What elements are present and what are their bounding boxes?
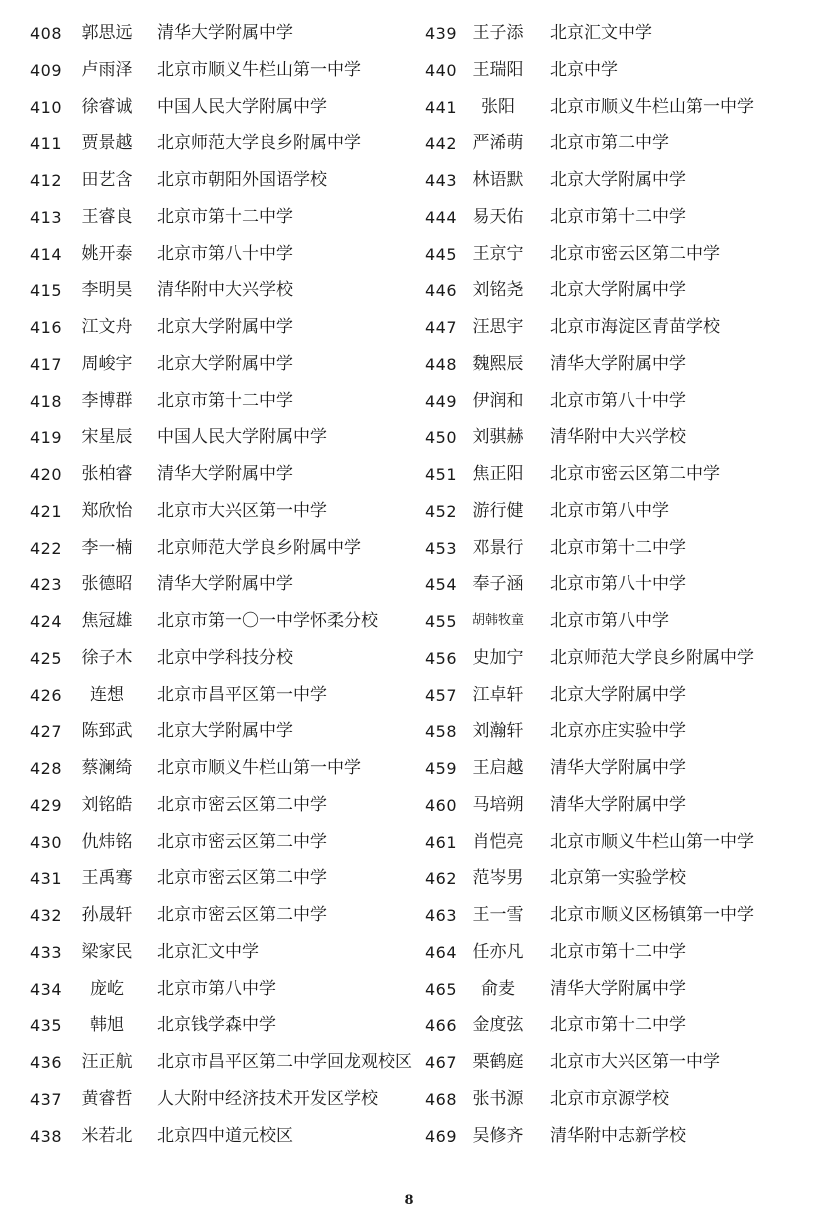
school-name: 清华附中志新学校 [550,1125,686,1146]
entry-number: 414 [30,244,63,264]
list-item [30,635,430,672]
entry-number: 408 [30,24,63,43]
list-item [30,1076,430,1113]
entry-number: 434 [30,979,63,999]
list-item [425,1113,815,1150]
list-item [30,120,430,157]
entry-number: 469 [425,1126,458,1146]
entry-number: 458 [425,722,458,742]
school-name: 北京市密云区第二中学 [157,794,327,815]
entry-number: 432 [30,906,63,925]
entry-number: 417 [30,354,63,374]
student-name: 胡韩牧童 [471,613,524,628]
list-item [425,194,815,231]
list-item [425,304,815,341]
school-name: 北京四中道元校区 [157,1125,293,1146]
school-name: 北京市第十二中学 [157,206,293,227]
student-name: 宋星辰 [81,427,133,448]
student-name: 刘铭皓 [81,794,133,815]
list-item [425,561,815,598]
student-name: 焦冠雄 [81,611,133,631]
list-item [30,745,430,782]
school-name: 北京师范大学良乡附属中学 [157,133,361,154]
list-item [425,341,815,378]
school-name: 北京师范大学良乡附属中学 [550,647,754,668]
list-item [425,966,815,1003]
student-name: 韩旭 [90,1015,124,1036]
entry-number: 443 [425,171,458,190]
entry-number: 416 [30,318,63,337]
school-name: 北京市第十二中学 [550,941,686,962]
school-name: 北京大学附属中学 [157,353,293,374]
school-name: 北京大学附属中学 [550,170,686,190]
student-name: 梁家民 [81,941,133,962]
entry-number: 420 [30,465,63,484]
entry-number: 424 [30,612,63,631]
school-name: 北京汇文中学 [157,941,259,962]
student-name: 易天佑 [472,206,524,227]
list-item [30,47,430,84]
entry-number: 439 [425,24,458,43]
list-item [30,855,430,892]
list-item [30,1002,430,1039]
entry-number: 456 [425,648,458,668]
school-name: 北京市昌平区第二中学回龙观校区 [157,1052,412,1072]
school-name: 北京市昌平区第一中学 [157,684,327,705]
school-name: 北京市大兴区第一中学 [550,1052,720,1072]
school-name: 北京市密云区第二中学 [157,905,327,925]
entry-number: 452 [425,501,458,521]
entry-number: 409 [30,60,63,80]
student-name: 庞屹 [90,978,124,999]
school-name: 清华大学附属中学 [550,353,686,374]
entry-number: 419 [30,428,63,448]
student-name: 李博群 [81,390,133,411]
school-name: 清华大学附属中学 [550,794,686,815]
school-name: 北京市大兴区第一中学 [157,500,327,521]
list-item [30,1039,430,1076]
school-name: 北京师范大学良乡附属中学 [157,537,361,558]
entry-number: 426 [30,685,63,705]
list-item [425,414,815,451]
list-item [425,120,815,157]
list-item [30,378,430,415]
right-column [425,10,815,1149]
list-item [30,708,430,745]
list-item [30,672,430,709]
entry-number: 422 [30,538,63,558]
left-column [30,10,430,1149]
list-item [425,47,815,84]
student-name: 史加宁 [472,647,524,668]
student-name: 徐睿诚 [81,96,133,117]
student-name: 邓景行 [472,537,524,558]
entry-number: 411 [30,134,63,154]
list-item [425,267,815,304]
school-name: 清华大学附属中学 [157,574,293,595]
student-name: 米若北 [81,1125,133,1146]
entry-number: 438 [30,1126,63,1146]
entry-number: 423 [30,575,63,595]
student-name: 李一楠 [81,537,133,558]
entry-number: 451 [425,465,458,484]
school-name: 北京市朝阳外国语学校 [157,170,327,190]
school-name: 北京市第二中学 [550,133,669,154]
school-name: 北京大学附属中学 [550,280,686,301]
entry-number: 425 [30,648,63,668]
entry-number: 449 [425,391,458,411]
list-item [425,708,815,745]
school-name: 北京市顺义牛栏山第一中学 [550,831,754,852]
list-item [30,231,430,268]
student-name: 连想 [90,684,124,705]
list-item [30,561,430,598]
student-name: 贾景越 [81,133,133,154]
list-item [425,855,815,892]
list-item [30,488,430,525]
list-item [425,157,815,194]
student-name: 汪思宇 [472,317,524,337]
entry-number: 444 [425,207,458,227]
school-name: 北京市海淀区青苗学校 [550,317,720,337]
entry-number: 460 [425,795,458,815]
entry-number: 445 [425,244,458,264]
school-name: 北京市密云区第二中学 [550,464,720,484]
student-name: 魏熙辰 [472,353,524,374]
school-name: 北京市京源学校 [550,1088,669,1109]
entry-number: 457 [425,685,458,705]
school-name: 北京市密云区第二中学 [157,831,327,852]
student-name: 张德昭 [81,574,133,595]
list-item [425,1002,815,1039]
list-item [30,598,430,635]
school-name: 北京市顺义牛栏山第一中学 [157,59,361,80]
student-name: 刘骐赫 [472,427,524,448]
entry-number: 455 [425,612,458,631]
student-name: 王子添 [472,23,524,43]
list-item [30,157,430,194]
entry-number: 427 [30,722,63,742]
student-name: 张柏睿 [81,464,133,484]
list-item [425,1076,815,1113]
student-name: 孙晟轩 [81,905,133,925]
student-name: 王睿良 [81,206,133,227]
student-name: 林语默 [472,170,524,190]
entry-number: 429 [30,795,63,815]
entry-number: 468 [425,1089,458,1109]
school-name: 清华大学附属中学 [550,758,686,778]
school-name: 北京市顺义牛栏山第一中学 [157,758,361,778]
entry-number: 464 [425,942,458,962]
school-name: 北京市第八中学 [550,611,669,631]
student-name: 江文舟 [81,317,133,337]
list-item [425,84,815,121]
student-name: 严浠萌 [472,133,524,154]
student-name: 焦正阳 [472,464,524,484]
list-item [425,929,815,966]
student-name: 姚开泰 [81,243,133,264]
school-name: 北京钱学森中学 [157,1015,276,1036]
student-name: 卢雨泽 [81,59,133,80]
school-name: 北京市第一〇一中学怀柔分校 [157,611,378,631]
student-name: 徐子木 [81,647,133,668]
school-name: 北京市密云区第二中学 [550,243,720,264]
school-name: 北京亦庄实验中学 [550,721,686,742]
entry-number: 463 [425,906,458,925]
list-item [425,488,815,525]
school-name: 北京中学 [550,59,618,80]
student-name: 范岑男 [472,868,524,889]
student-name: 黄睿哲 [81,1088,133,1109]
student-name: 俞麦 [481,978,515,999]
list-item [30,451,430,488]
student-name: 张书源 [472,1088,524,1109]
list-item [425,782,815,819]
entry-number: 467 [425,1053,458,1072]
student-name: 奉子涵 [472,574,524,595]
school-name: 北京第一实验学校 [550,868,686,889]
list-item [30,892,430,929]
page-number: 8 [404,1193,414,1208]
entry-number: 448 [425,354,458,374]
entry-number: 441 [425,97,458,117]
school-name: 北京市第八中学 [157,978,276,999]
list-item [30,1113,430,1150]
list-item [30,966,430,1003]
student-name: 郑欣怡 [81,500,133,521]
student-name: 王瑞阳 [472,59,524,80]
student-name: 伊润和 [472,390,524,411]
list-item [30,414,430,451]
school-name: 北京市第八十中学 [550,390,686,411]
student-name: 金度弦 [472,1015,524,1036]
entry-number: 466 [425,1016,458,1036]
entry-number: 436 [30,1053,63,1072]
school-name: 清华大学附属中学 [157,464,293,484]
entry-number: 442 [425,134,458,154]
student-name: 马培朔 [472,794,524,815]
list-item [425,598,815,635]
student-name: 刘瀚轩 [472,721,524,742]
school-name: 清华附中大兴学校 [157,280,293,301]
list-item [30,525,430,562]
student-name: 任亦凡 [472,941,524,962]
student-name: 田艺含 [81,170,133,190]
student-name: 刘铭尧 [472,280,524,301]
school-name: 北京中学科技分校 [157,647,293,668]
list-item [30,929,430,966]
school-name: 北京市顺义牛栏山第一中学 [550,96,754,117]
list-item [30,341,430,378]
entry-number: 430 [30,832,63,852]
school-name: 北京汇文中学 [550,23,652,43]
entry-number: 459 [425,759,458,778]
student-name: 王启越 [472,758,524,778]
school-name: 北京市第八十中学 [550,574,686,595]
list-item [425,672,815,709]
student-name: 王一雪 [472,905,524,925]
list-item [425,745,815,782]
student-name: 李明昊 [81,280,133,301]
school-name: 北京市密云区第二中学 [157,868,327,889]
list-item [30,194,430,231]
school-name: 北京市第十二中学 [157,390,293,411]
list-item [425,231,815,268]
school-name: 北京市第十二中学 [550,206,686,227]
student-name: 仇炜铭 [81,831,133,852]
entry-number: 415 [30,281,63,301]
school-name: 清华大学附属中学 [550,978,686,999]
student-name: 张阳 [481,96,515,117]
student-name: 陈郅武 [81,721,133,742]
school-name: 中国人民大学附属中学 [157,96,327,117]
entry-number: 465 [425,979,458,999]
list-item [30,304,430,341]
list-item [425,525,815,562]
school-name: 清华大学附属中学 [157,23,293,43]
list-item [30,782,430,819]
student-name: 王京宁 [472,243,524,264]
entry-number: 428 [30,759,63,778]
entry-number: 462 [425,869,458,889]
list-item [30,84,430,121]
school-name: 北京市第十二中学 [550,537,686,558]
school-name: 北京市第八十中学 [157,243,293,264]
school-name: 北京市第十二中学 [550,1015,686,1036]
list-item [425,635,815,672]
school-name: 清华附中大兴学校 [550,427,686,448]
student-name: 江卓轩 [472,684,524,705]
student-name: 王禹骞 [81,868,133,889]
school-name: 北京市第八中学 [550,500,669,521]
list-item [30,10,430,47]
entry-number: 440 [425,60,458,80]
entry-number: 461 [425,832,458,852]
list-item [30,819,430,856]
list-item [30,267,430,304]
student-name: 肖恺亮 [472,831,524,852]
school-name: 中国人民大学附属中学 [157,427,327,448]
list-item [425,451,815,488]
entry-number: 433 [30,942,63,962]
student-name: 郭思远 [81,23,133,43]
student-name: 蔡澜绮 [81,758,133,778]
entry-number: 453 [425,538,458,558]
list-item [425,10,815,47]
entry-number: 431 [30,869,63,889]
school-name: 北京市顺义区杨镇第一中学 [550,905,754,925]
list-item [425,819,815,856]
entry-number: 413 [30,207,63,227]
student-name: 栗鹤庭 [472,1052,524,1072]
entry-number: 437 [30,1089,63,1109]
student-name: 周峻宇 [81,353,133,374]
entry-number: 418 [30,391,63,411]
student-name: 汪正航 [81,1052,133,1072]
entry-number: 435 [30,1016,63,1036]
entry-number: 450 [425,428,458,448]
list-item [425,378,815,415]
student-name: 吴修齐 [472,1125,524,1146]
list-item [425,892,815,929]
list-item [425,1039,815,1076]
school-name: 北京大学附属中学 [157,721,293,742]
entry-number: 421 [30,501,63,521]
student-name: 游行健 [472,500,524,521]
entry-number: 412 [30,171,63,190]
entry-number: 410 [30,97,63,117]
entry-number: 454 [425,575,458,595]
school-name: 北京大学附属中学 [550,684,686,705]
school-name: 人大附中经济技术开发区学校 [157,1088,378,1109]
entry-number: 447 [425,318,458,337]
school-name: 北京大学附属中学 [157,317,293,337]
entry-number: 446 [425,281,458,301]
